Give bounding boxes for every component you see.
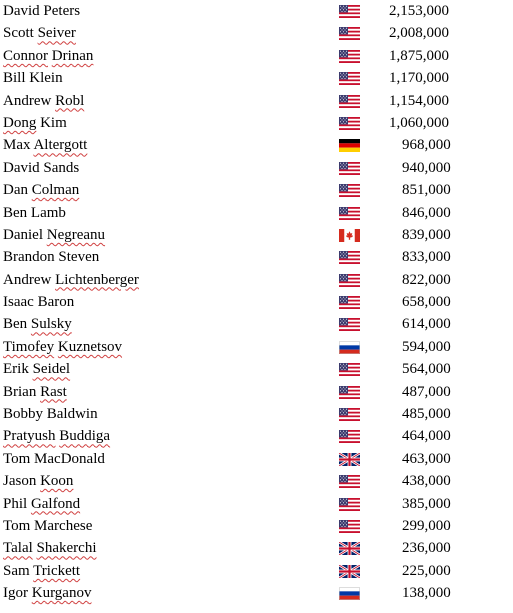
list-item [0, 381, 513, 403]
list-item [0, 45, 513, 67]
name-word: Lamb [30, 204, 66, 221]
list-item [0, 224, 513, 246]
earnings-amount: 851,000 [402, 182, 451, 199]
us-flag-icon [339, 117, 360, 130]
name-word: Bill [3, 70, 26, 87]
player-name [3, 470, 73, 492]
name-word: Seidel [32, 361, 71, 378]
us-flag-icon [339, 498, 360, 511]
name-word: Erik [3, 361, 29, 378]
earnings-amount: 1,170,000 [389, 70, 449, 87]
name-word: Max [3, 137, 31, 154]
player-name [3, 313, 72, 335]
name-word: Shakerchi [36, 540, 97, 557]
list-item [0, 470, 513, 492]
name-word: Baldwin [46, 406, 98, 423]
name-word: Andrew [3, 92, 52, 109]
name-word: Altergott [33, 137, 88, 154]
us-flag-icon [339, 296, 360, 309]
list-item [0, 336, 513, 358]
name-word: Ben [3, 316, 28, 333]
uk-flag-icon [339, 542, 360, 555]
list-item [0, 515, 513, 537]
list-item [0, 112, 513, 134]
list-item [0, 493, 513, 515]
name-word: Baron [37, 294, 75, 311]
player-name [3, 202, 66, 224]
list-item [0, 134, 513, 156]
player-name [3, 157, 79, 179]
player-name [3, 358, 70, 380]
name-word: Kuznetsov [57, 338, 123, 355]
earnings-amount: 463,000 [402, 450, 451, 467]
player-name [3, 246, 99, 268]
list-item [0, 202, 513, 224]
name-word: Robl [55, 92, 85, 109]
us-flag-icon [339, 162, 360, 175]
earnings-amount: 564,000 [402, 361, 451, 378]
name-word: Lichtenberger [55, 271, 139, 288]
earnings-amount: 464,000 [402, 428, 451, 445]
player-name [3, 582, 91, 604]
earnings-amount: 822,000 [402, 271, 451, 288]
name-word: Talal [3, 540, 33, 557]
name-word: Galfond [30, 495, 81, 512]
name-word: Pratyush [3, 428, 56, 445]
uk-flag-icon [339, 565, 360, 578]
name-word: Timofey [3, 338, 55, 355]
earnings-amount: 225,000 [402, 562, 451, 579]
us-flag-icon [339, 184, 360, 197]
earnings-amount: 1,154,000 [389, 92, 449, 109]
player-name [3, 90, 84, 112]
earnings-amount: 2,008,000 [389, 25, 449, 42]
name-word: Kim [40, 114, 67, 131]
earnings-amount: 385,000 [402, 495, 451, 512]
list-item [0, 313, 513, 335]
list-item [0, 358, 513, 380]
russia-flag-icon [339, 341, 360, 354]
name-word: Negreanu [46, 226, 106, 243]
player-name [3, 179, 79, 201]
player-name [3, 560, 80, 582]
list-item [0, 157, 513, 179]
name-word: Brandon [3, 249, 55, 266]
name-word: Brian [3, 383, 37, 400]
name-word: Peters [43, 3, 81, 19]
us-flag-icon [339, 363, 360, 376]
player-name [3, 537, 97, 559]
name-word: Phil [3, 495, 28, 512]
list-item [0, 560, 513, 582]
list-item [0, 582, 513, 604]
player-name [3, 336, 122, 358]
earnings-amount: 839,000 [402, 226, 451, 243]
us-flag-icon [339, 251, 360, 264]
name-word: David [3, 3, 40, 19]
list-item [0, 246, 513, 268]
player-name [3, 425, 110, 447]
player-name [3, 22, 76, 44]
list-item [0, 448, 513, 470]
name-word: Igor [3, 585, 28, 602]
name-word: Kurganov [31, 585, 92, 602]
us-flag-icon [339, 274, 360, 287]
list-item [0, 90, 513, 112]
name-word: Sam [3, 562, 30, 579]
name-word: Connor [3, 47, 48, 64]
earnings-amount: 299,000 [402, 517, 451, 534]
player-name [3, 224, 105, 246]
list-item [0, 425, 513, 447]
us-flag-icon [339, 95, 360, 108]
list-item [0, 269, 513, 291]
player-name [3, 381, 67, 403]
player-name [3, 0, 80, 22]
us-flag-icon [339, 475, 360, 488]
us-flag-icon [339, 520, 360, 533]
list-item [0, 179, 513, 201]
list-item [0, 291, 513, 313]
us-flag-icon [339, 5, 360, 18]
name-word: Koon [40, 473, 74, 490]
list-item [0, 67, 513, 89]
earnings-amount: 968,000 [402, 137, 451, 154]
name-word: Buddiga [59, 428, 111, 445]
us-flag-icon [339, 386, 360, 399]
player-name [3, 291, 74, 313]
list-item [0, 537, 513, 559]
us-flag-icon [339, 318, 360, 331]
name-word: Isaac [3, 294, 34, 311]
player-name [3, 269, 139, 291]
us-flag-icon [339, 72, 360, 85]
russia-flag-icon [339, 587, 360, 600]
name-word: Seiver [37, 25, 76, 42]
name-word: Sulsky [30, 316, 72, 333]
earnings-amount: 1,060,000 [389, 114, 449, 131]
player-name [3, 45, 93, 67]
name-word: Rast [40, 383, 67, 400]
name-word: Tom [3, 517, 31, 534]
us-flag-icon [339, 207, 360, 220]
us-flag-icon [339, 50, 360, 63]
list-item [0, 22, 513, 44]
name-word: Andrew [3, 271, 52, 288]
uk-flag-icon [339, 453, 360, 466]
earnings-amount: 658,000 [402, 294, 451, 311]
name-word: Marchese [34, 517, 93, 534]
name-word: Dan [3, 182, 28, 199]
earnings-amount: 1,875,000 [389, 47, 449, 64]
us-flag-icon [339, 27, 360, 40]
name-word: David [3, 159, 40, 176]
player-name [3, 493, 80, 515]
us-flag-icon [339, 430, 360, 443]
list-item [0, 0, 513, 22]
earnings-amount: 594,000 [402, 338, 451, 355]
player-name [3, 448, 105, 470]
player-name [3, 134, 87, 156]
name-word: Drinan [51, 47, 94, 64]
name-word: Sands [43, 159, 80, 176]
name-word: Tom [3, 450, 31, 467]
earnings-amount: 833,000 [402, 249, 451, 266]
list-item [0, 403, 513, 425]
earnings-amount: 138,000 [402, 585, 451, 602]
earnings-amount: 236,000 [402, 540, 451, 557]
earnings-amount: 940,000 [402, 159, 451, 176]
germany-flag-icon [339, 139, 360, 152]
name-word: Scott [3, 25, 34, 42]
earnings-amount: 2,153,000 [389, 3, 449, 19]
earnings-amount: 614,000 [402, 316, 451, 333]
earnings-amount: 846,000 [402, 204, 451, 221]
canada-flag-icon [339, 229, 360, 242]
name-word: Dong [3, 114, 37, 131]
name-word: Ben [3, 204, 28, 221]
player-name [3, 403, 98, 425]
player-name [3, 515, 92, 537]
name-word: Klein [29, 70, 63, 87]
earnings-amount: 438,000 [402, 473, 451, 490]
name-word: MacDonald [34, 450, 105, 467]
player-name [3, 112, 67, 134]
name-word: Jason [3, 473, 37, 490]
name-word: Steven [58, 249, 100, 266]
us-flag-icon [339, 408, 360, 421]
player-name [3, 67, 63, 89]
name-word: Trickett [33, 562, 81, 579]
earnings-amount: 485,000 [402, 406, 451, 423]
name-word: Daniel [3, 226, 43, 243]
earnings-amount: 487,000 [402, 383, 451, 400]
name-word: Bobby [3, 406, 44, 423]
name-word: Colman [31, 182, 80, 199]
